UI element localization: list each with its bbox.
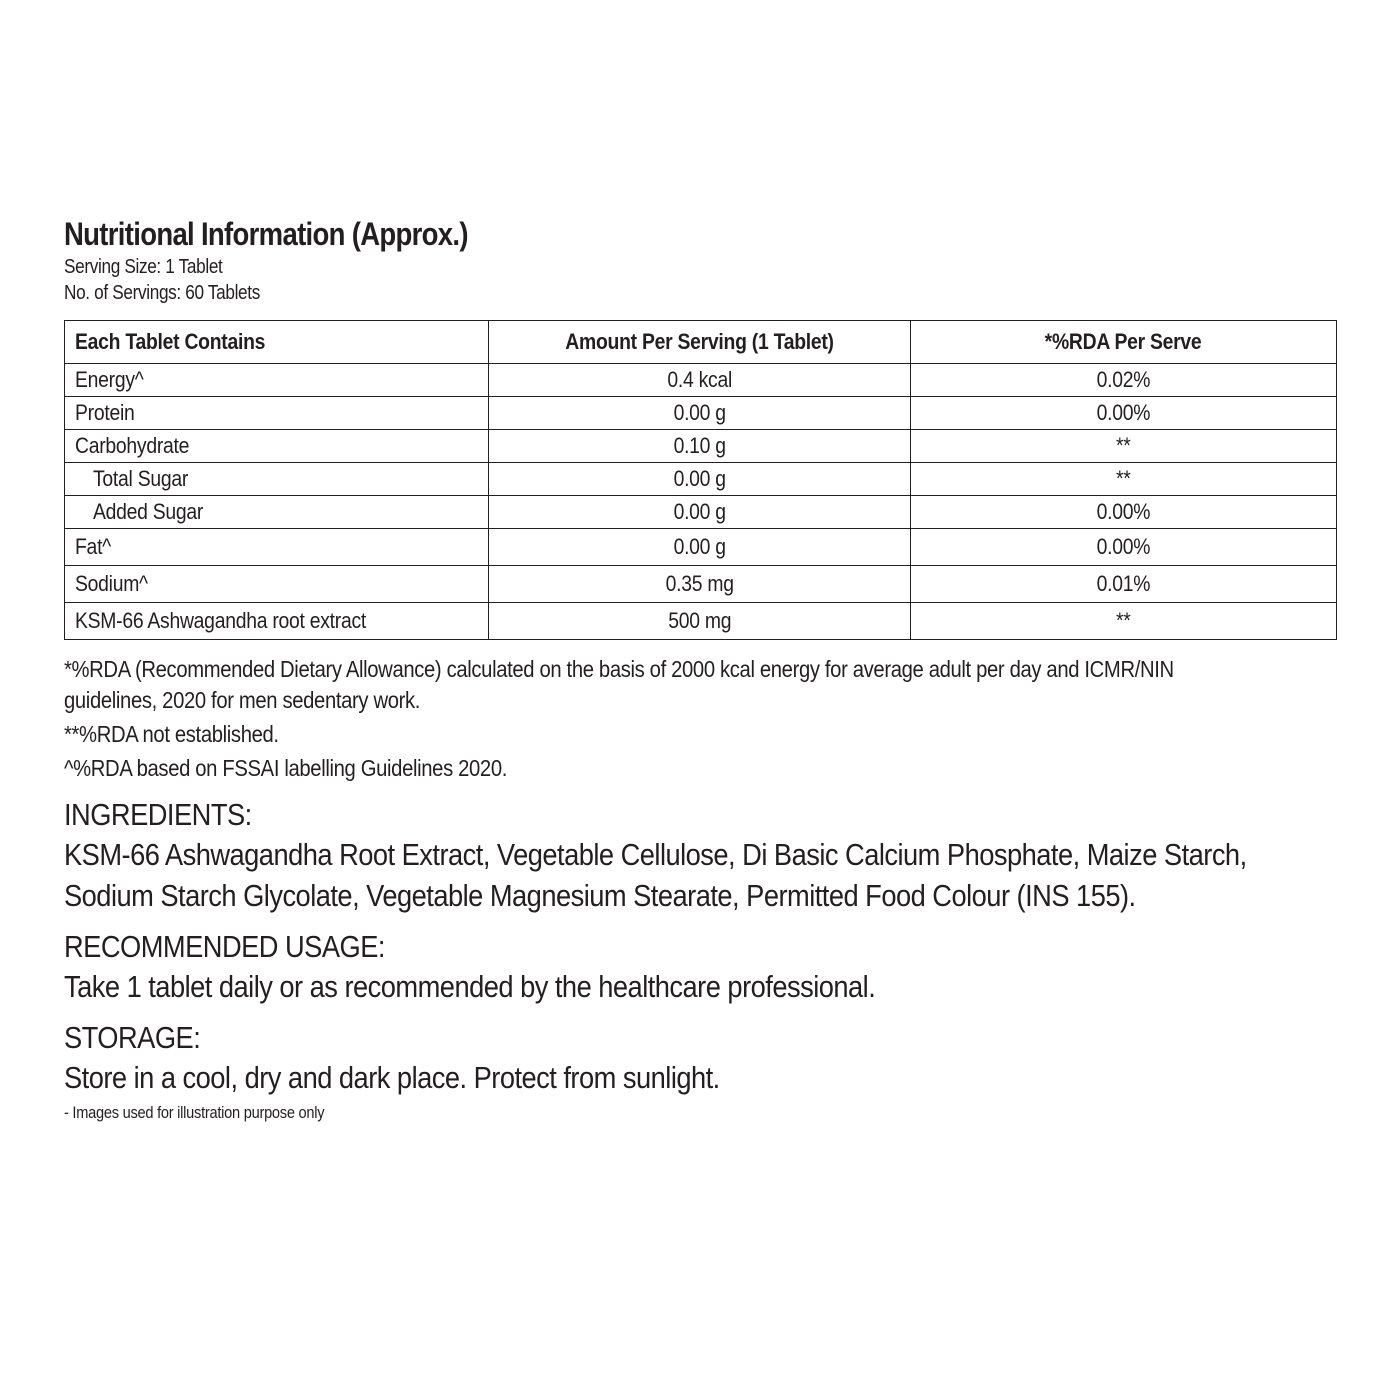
- nutrient-cell: Added Sugar: [65, 496, 489, 529]
- rda-cell: 0.00%: [911, 529, 1337, 566]
- amount-cell: 0.00 g: [489, 463, 911, 496]
- amount-cell: 0.00 g: [489, 397, 911, 430]
- disclaimer: - Images used for illustration purpose only: [64, 1103, 325, 1122]
- column-header-rda: *%RDA Per Serve: [911, 321, 1337, 364]
- amount-cell: 0.35 mg: [489, 566, 911, 603]
- rda-fssai-note: ^%RDA based on FSSAI labelling Guidelines 2020.: [64, 755, 508, 781]
- storage-text: Store in a cool, dry and dark place. Protect from sunlight.: [64, 1060, 720, 1095]
- ingredients-text: KSM-66 Ashwagandha Root Extract, Vegetable Cellulose, Di Basic Calcium Phosphate, Maize Starch, Sodium Starch Glycolate, Vegetable Magnesium Stearate, Permitted Food Colour (INS 155).: [64, 837, 1247, 913]
- nutrient-cell: Sodium^: [65, 566, 489, 603]
- rda-cell: **: [911, 430, 1337, 463]
- amount-cell: 0.00 g: [489, 496, 911, 529]
- amount-cell: 500 mg: [489, 603, 911, 640]
- table-header-row: [65, 321, 1337, 364]
- serving-size: Serving Size: 1 Tablet: [64, 256, 223, 278]
- rda-cell: 0.02%: [911, 364, 1337, 397]
- nutrient-cell: Energy^: [65, 364, 489, 397]
- rda-cell: 0.01%: [911, 566, 1337, 603]
- amount-cell: 0.10 g: [489, 430, 911, 463]
- table-row: [65, 430, 1337, 463]
- nutrition-table: [64, 320, 1337, 640]
- table-row: [65, 603, 1337, 640]
- table-row: [65, 397, 1337, 430]
- table-row: [65, 463, 1337, 496]
- nutrient-cell: Fat^: [65, 529, 489, 566]
- table-row: [65, 496, 1337, 529]
- amount-cell: 0.4 kcal: [489, 364, 911, 397]
- nutrient-cell: Protein: [65, 397, 489, 430]
- rda-not-established-note: **%RDA not established.: [64, 721, 279, 747]
- rda-cell: **: [911, 463, 1337, 496]
- rda-cell: 0.00%: [911, 397, 1337, 430]
- usage-heading: RECOMMENDED USAGE:: [64, 929, 385, 964]
- table-row: [65, 529, 1337, 566]
- table-row: [65, 566, 1337, 603]
- rda-definition-note: *%RDA (Recommended Dietary Allowance) calculated on the basis of 2000 kcal energy for average adult per day and ICMR/NIN guidelines, 2020 for men sedentary work.: [64, 656, 1174, 713]
- page-title: Nutritional Information (Approx.): [64, 216, 468, 252]
- nutrition-label: [64, 214, 1336, 1124]
- ingredients-heading: INGREDIENTS:: [64, 797, 252, 832]
- table-row: [65, 364, 1337, 397]
- column-header-nutrient: Each Tablet Contains: [65, 321, 489, 364]
- column-header-amount: Amount Per Serving (1 Tablet): [489, 321, 911, 364]
- storage-heading: STORAGE:: [64, 1020, 201, 1055]
- nutrient-cell: Carbohydrate: [65, 430, 489, 463]
- rda-cell: 0.00%: [911, 496, 1337, 529]
- rda-cell: **: [911, 603, 1337, 640]
- footnotes: [64, 654, 1336, 784]
- servings-count: No. of Servings: 60 Tablets: [64, 282, 260, 304]
- nutrient-cell: Total Sugar: [65, 463, 489, 496]
- nutrient-cell: KSM-66 Ashwagandha root extract: [65, 603, 489, 640]
- usage-text: Take 1 tablet daily or as recommended by the healthcare professional.: [64, 969, 876, 1004]
- amount-cell: 0.00 g: [489, 529, 911, 566]
